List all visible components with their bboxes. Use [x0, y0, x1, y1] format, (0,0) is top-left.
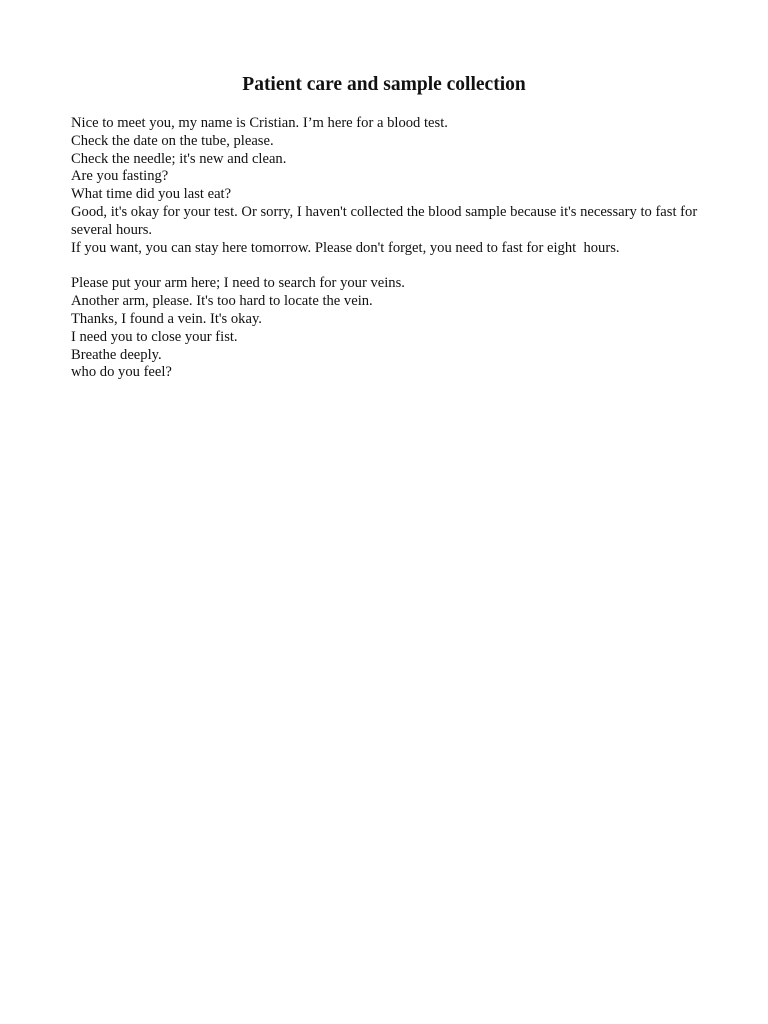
text-line: Thanks, I found a vein. It's okay. [71, 310, 262, 327]
document-title: Patient care and sample collection [242, 74, 526, 95]
text-line: Please put your arm here; I need to search for your veins. [71, 275, 405, 292]
text-line: Check the needle; it's new and clean. [71, 150, 287, 167]
text-line: Another arm, please. It's too hard to locate the vein. [71, 293, 373, 310]
text-line: Are you fasting? [71, 168, 169, 185]
text-line: Breathe deeply. [71, 346, 162, 363]
text-line: Check the date on the tube, please. [71, 132, 274, 149]
document-body [71, 115, 711, 382]
text-line: Good, it's okay for your test. Or sorry, I haven't collected the blood sample because it's necessary to fast for several hours. [71, 203, 701, 238]
text-line: who do you feel? [71, 364, 172, 381]
paragraph-spacer [71, 257, 711, 275]
text-line: Nice to meet you, my name is Cristian. I’m here for a blood test. [71, 115, 448, 131]
text-line: What time did you last eat? [71, 186, 232, 203]
text-line: I need you to close your fist. [71, 328, 238, 345]
text-line: If you want, you can stay here tomorrow. Please don't forget, you need to fast for eight hours. [71, 239, 620, 256]
